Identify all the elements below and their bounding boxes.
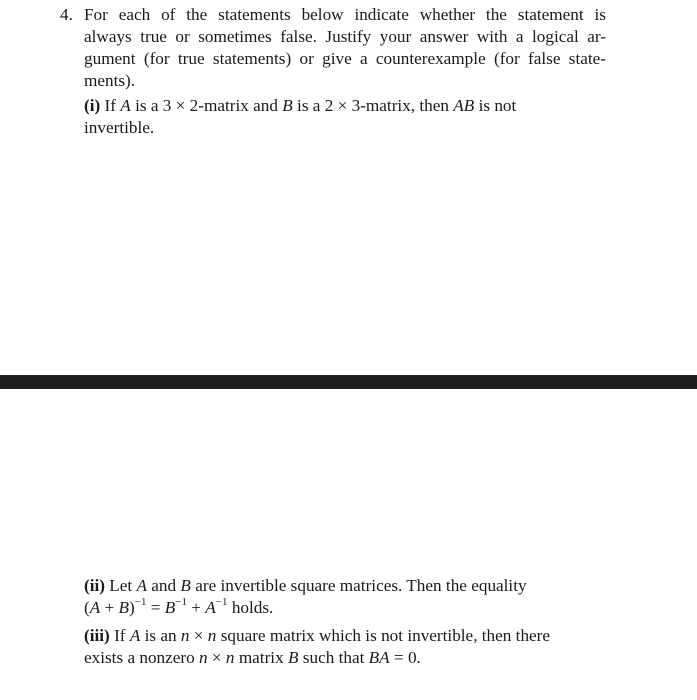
part-iii-times-2: × (207, 648, 226, 667)
part-ii-var-b: B (180, 576, 191, 595)
part-iii-text-e: matrix (234, 648, 288, 667)
part-iii-text-d: exists a nonzero (84, 648, 200, 667)
eq-var-b2: B (164, 598, 176, 617)
part-iii-line-2 (84, 647, 421, 669)
part-iii-line-1 (84, 625, 550, 647)
intro-line-2: always true or sometimes false. Justify your answer with a logical ar- (84, 27, 606, 46)
eq-superscript: −1 (134, 596, 147, 609)
intro-line-3: gument (for true statements) or give a counterexample (for false state- (84, 49, 606, 68)
part-i-text-a: If (104, 96, 121, 115)
part-i-label: (i) (84, 96, 101, 115)
part-iii-times-1: × (189, 626, 208, 645)
part-i-var-a: A (120, 96, 131, 115)
part-iii-var-n1: n (180, 626, 190, 645)
eq-var-b: B (118, 598, 130, 617)
part-ii-text-a: Let (105, 576, 137, 595)
part-ii-var-a: A (136, 576, 147, 595)
part-iii-var-n2: n (207, 626, 217, 645)
part-iii-var-n3: n (199, 648, 208, 667)
eq-superscript-b: −1 (175, 596, 187, 609)
eq-superscript-c: −1 (215, 596, 228, 609)
part-i-var-b: B (282, 96, 293, 115)
part-ii-equation (84, 597, 273, 619)
eq-plus-2: + (187, 598, 206, 617)
part-iii-var-a: A (129, 626, 141, 645)
part-iii-label: (iii) (84, 626, 110, 645)
eq-open-paren: ( (84, 598, 90, 617)
intro-line-1: For each of the statements below indicate whether the statement is (84, 5, 606, 24)
part-iii-var-b: B (287, 648, 299, 667)
part-i-line-1 (84, 95, 606, 117)
problem-number: 4. (60, 5, 73, 24)
part-ii-text-c: are invertible square matrices. Then the equality (190, 576, 527, 595)
part-iii-text-c: square matrix which is not invertible, then there (216, 626, 551, 645)
page-bottom (0, 389, 697, 700)
part-ii-line-1 (84, 575, 527, 597)
part-i-var-ab: AB (453, 96, 475, 115)
part-i-text-c: is a 2 × 3-matrix, then (292, 96, 454, 115)
eq-var-a: A (89, 598, 101, 617)
part-i-text-b: is a 3 × 2-matrix and (130, 96, 283, 115)
intro-line-4: ments). (84, 71, 136, 90)
part-iii-var-n4: n (225, 648, 235, 667)
part-i-text-d: is not (474, 96, 517, 115)
eq-close-paren: ) (129, 598, 135, 617)
part-i-line-2: invertible. (84, 118, 155, 137)
part-ii-label: (ii) (84, 576, 105, 595)
eq-equals: = (146, 598, 165, 617)
eq-var-a2: A (205, 598, 216, 617)
part-iii-text-f: such that (298, 648, 369, 667)
part-ii-text-b: and (147, 576, 181, 595)
eq-tail: holds. (227, 598, 274, 617)
part-iii-text-a: If (109, 626, 130, 645)
eq-plus: + (100, 598, 119, 617)
part-iii-text-g: = 0. (389, 648, 421, 667)
part-iii-text-b: is an (140, 626, 181, 645)
page-divider (0, 375, 697, 389)
part-iii-var-ba: BA (368, 648, 390, 667)
